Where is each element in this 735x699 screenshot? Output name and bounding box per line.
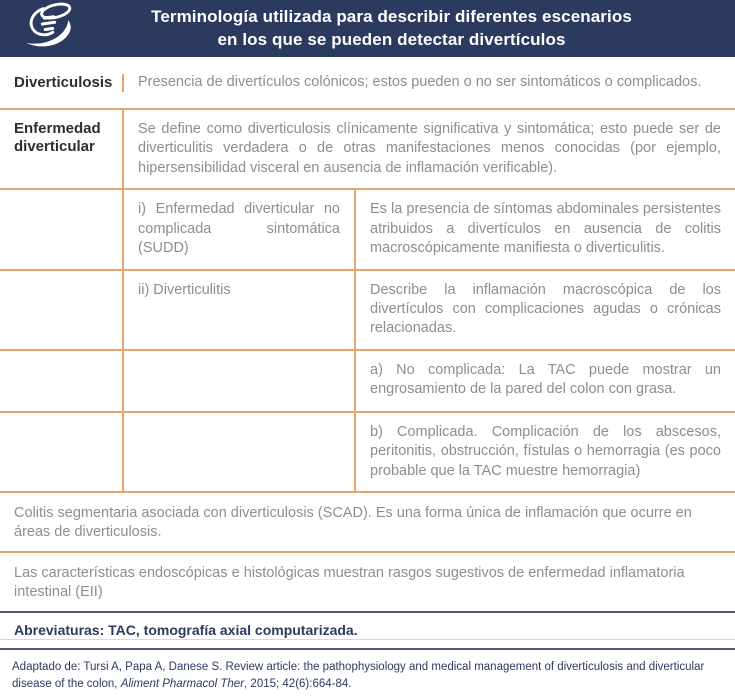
abbreviations-text: Abreviaturas: TAC, tomografía axial computarizada. bbox=[14, 622, 358, 639]
subterm-definition: Describe la inflamación macroscópica de los divertículos con complicaciones agudas o crónicas relacionadas. bbox=[370, 281, 721, 337]
reference-text-after: , 2015; 42(6):664-84. bbox=[244, 678, 352, 690]
page-title-line1: Terminología utilizada para describir diferentes escenarios bbox=[151, 7, 632, 27]
table-subrow-diverticulitis bbox=[0, 271, 735, 351]
empty-cell bbox=[0, 190, 124, 268]
empty-cell bbox=[124, 351, 356, 411]
empty-cell bbox=[0, 351, 124, 411]
table-subrow-no-complicada bbox=[0, 351, 735, 413]
subterm-label: ii) Diverticulitis bbox=[124, 271, 356, 349]
reference-journal-name: Aliment Pharmacol Ther bbox=[120, 678, 245, 690]
reference-citation bbox=[0, 650, 735, 699]
reference-text-before: Adaptado de: Tursi A, Papa A, Danese S. Review article: the pathophysiology and medical management of diverticulosis and diverticular disease of the colon, bbox=[12, 660, 705, 690]
table-subrow-complicada bbox=[0, 413, 735, 493]
table-row-diverticulosis bbox=[0, 57, 735, 110]
note-eii: Las características endoscópicas e histológicas muestran rasgos sugestivos de enfermedad inflamatoria intestinal (EII) bbox=[0, 553, 735, 613]
note-scad: Colitis segmentaria asociada con diverticulosis (SCAD). Es una forma única de inflamación que ocurre en áreas de diverticulosis. bbox=[0, 493, 735, 553]
term-definition: Se define como diverticulosis clínicamente significativa y sintomática; esto puede ser de diverticulitis verdadera o de otras manifestaciones menos conocidas (por ejemplo, hipersensibilidad visceral en ausencia de inflamación verificable). bbox=[138, 121, 721, 176]
subterm-label: i) Enfermedad diverticular no complicada sintomática (SUDD) bbox=[124, 190, 356, 268]
subterm-definition: b) Complicada. Complicación de los abscesos, peritonitis, obstrucción, fístulas o hemorragia (es poco probable que la TAC muestre hemorragia) bbox=[370, 423, 721, 479]
term-label: Enfermedad diverticular bbox=[0, 110, 124, 188]
abbreviations-line bbox=[0, 613, 735, 650]
subterm-definition: Es la presencia de síntomas abdominales persistentes atribuidos a divertículos en ausencia de colitis macroscópicamente manifiesta o diverticulitis. bbox=[370, 201, 721, 257]
empty-cell bbox=[0, 271, 124, 349]
page-title-line2: en los que se pueden detectar divertículos bbox=[217, 29, 566, 49]
table-row-enfermedad-diverticular bbox=[0, 110, 735, 190]
subterm-definition: a) No complicada: La TAC puede mostrar un engrosamiento de la pared del colon con grasa. bbox=[370, 361, 721, 398]
term-label: Diverticulosis bbox=[0, 74, 124, 92]
table-subrow-sudd bbox=[0, 190, 735, 270]
page-title bbox=[96, 6, 735, 51]
sigmoid-colon-logo-icon bbox=[17, 0, 79, 57]
header-bar bbox=[0, 0, 735, 57]
empty-cell bbox=[0, 413, 124, 491]
term-definition: Presencia de divertículos colónicos; estos pueden o no ser sintomáticos o complicados. bbox=[138, 73, 702, 90]
empty-cell bbox=[124, 413, 356, 491]
logo bbox=[0, 0, 96, 57]
